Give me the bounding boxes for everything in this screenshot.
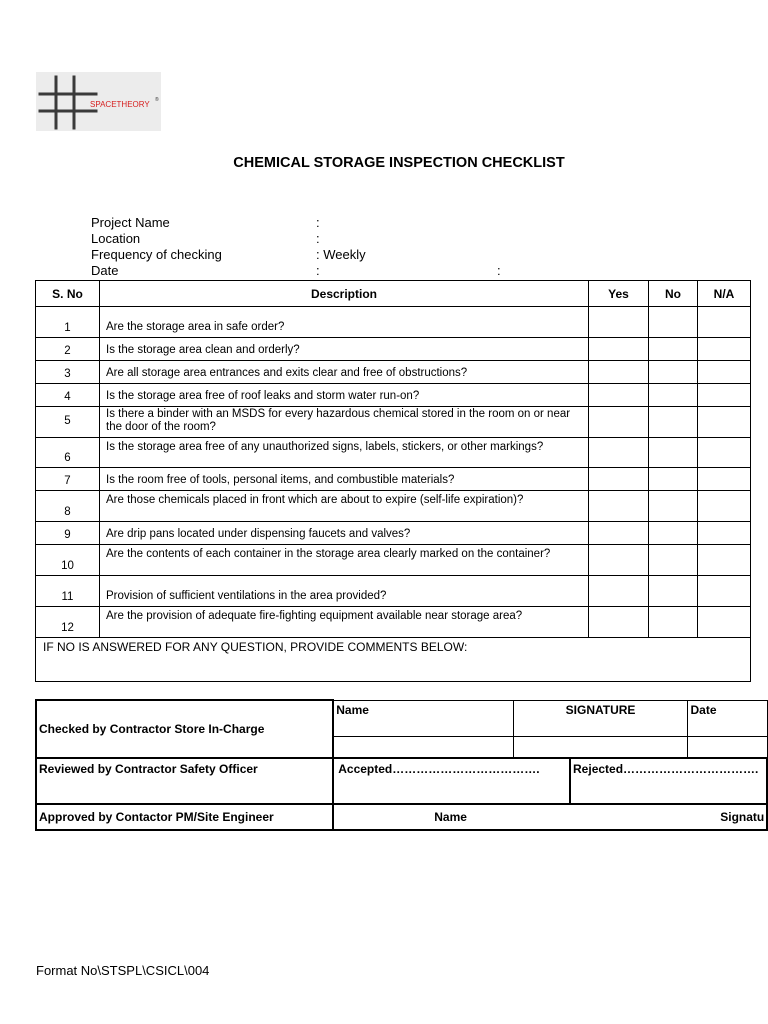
project-name-label: Project Name [91,215,170,230]
signature-header: SIGNATURE [513,700,688,736]
row-description: Are the storage area in safe order? [100,307,589,338]
header-no: No [649,281,698,307]
approval-table [35,699,768,831]
yes-cell[interactable] [589,307,649,338]
project-name-value: : [316,215,320,230]
no-cell[interactable] [649,545,698,576]
na-cell[interactable] [698,384,751,407]
checked-by-label: Checked by Contractor Store In-Charge [36,700,333,758]
yes-cell[interactable] [589,438,649,468]
row-description: Are all storage area entrances and exits clear and free of obstructions? [100,361,589,384]
checked-date-field[interactable] [688,736,767,758]
row-number: 12 [36,607,100,638]
na-cell[interactable] [698,361,751,384]
yes-cell[interactable] [589,576,649,607]
row-description: Provision of sufficient ventilations in the area provided? [100,576,589,607]
row-number: 7 [36,468,100,491]
header-sno: S. No [36,281,100,307]
checklist-table [35,280,751,682]
table-header-row [36,281,751,307]
no-cell[interactable] [649,384,698,407]
row-number: 2 [36,338,100,361]
comments-row [36,638,751,682]
row-description: Is the storage area clean and orderly? [100,338,589,361]
na-cell[interactable] [698,607,751,638]
approved-name-label: Name [434,810,467,824]
approved-by-label: Approved by Contactor PM/Site Engineer [36,804,333,830]
yes-cell[interactable] [589,384,649,407]
no-cell[interactable] [649,407,698,438]
row-number: 10 [36,545,100,576]
row-description: Is the room free of tools, personal items, and combustible materials? [100,468,589,491]
na-cell[interactable] [698,491,751,522]
row-number: 6 [36,438,100,468]
no-cell[interactable] [649,491,698,522]
table-row [36,576,751,607]
yes-cell[interactable] [589,491,649,522]
rejected-field[interactable]: Rejected……………………………. [570,758,767,804]
row-description: Are the provision of adequate fire-fighting equipment available near storage area? [100,607,589,638]
reviewed-by-label: Reviewed by Contractor Safety Officer [36,758,333,804]
date-header: Date [688,700,767,736]
row-number: 4 [36,384,100,407]
no-cell[interactable] [649,307,698,338]
yes-cell[interactable] [589,468,649,491]
no-cell[interactable] [649,361,698,384]
row-number: 11 [36,576,100,607]
no-cell[interactable] [649,522,698,545]
na-cell[interactable] [698,576,751,607]
na-cell[interactable] [698,468,751,491]
row-number: 3 [36,361,100,384]
na-cell[interactable] [698,545,751,576]
yes-cell[interactable] [589,607,649,638]
table-row [36,468,751,491]
reviewed-by-row [36,758,767,804]
row-number: 8 [36,491,100,522]
table-row [36,522,751,545]
header-description: Description [100,281,589,307]
checked-by-row [36,700,767,736]
header-yes: Yes [589,281,649,307]
approved-by-row [36,804,767,830]
na-cell[interactable] [698,407,751,438]
row-description: Are the contents of each container in the storage area clearly marked on the container? [100,545,589,576]
na-cell[interactable] [698,307,751,338]
date-value-2: : [497,263,501,278]
logo-registered-mark: ® [155,97,159,103]
no-cell[interactable] [649,576,698,607]
table-row [36,545,751,576]
row-number: 1 [36,307,100,338]
accepted-field[interactable]: Accepted………………………………. [333,758,570,804]
format-number: Format No\STSPL\CSICL\004 [36,963,210,978]
location-value: : [316,231,320,246]
yes-cell[interactable] [589,407,649,438]
table-row [36,307,751,338]
company-logo [36,72,161,131]
checked-name-field[interactable] [333,736,513,758]
date-value: : [316,263,320,278]
yes-cell[interactable] [589,338,649,361]
table-row [36,361,751,384]
header-na: N/A [698,281,751,307]
yes-cell[interactable] [589,361,649,384]
table-row [36,607,751,638]
table-row [36,438,751,468]
table-row [36,407,751,438]
row-description: Is there a binder with an MSDS for every hazardous chemical stored in the room on or near the door of the room? [100,407,589,438]
row-description: Are those chemicals placed in front which are about to expire (self-life expiration)? [100,491,589,522]
row-number: 5 [36,407,100,438]
table-row [36,491,751,522]
name-header: Name [333,700,513,736]
location-label: Location [91,231,141,246]
table-row [36,338,751,361]
na-cell[interactable] [698,522,751,545]
row-description: Are drip pans located under dispensing faucets and valves? [100,522,589,545]
no-cell[interactable] [649,338,698,361]
no-cell[interactable] [649,438,698,468]
approved-signature-label: Signatu [720,810,765,824]
date-label: Date [91,263,119,278]
no-cell[interactable] [649,607,698,638]
yes-cell[interactable] [589,522,649,545]
checked-signature-field[interactable] [513,736,688,758]
row-description: Is the storage area free of any unauthorized signs, labels, stickers, or other markings? [100,438,589,468]
page-title: CHEMICAL STORAGE INSPECTION CHECKLIST [233,155,565,171]
row-number: 9 [36,522,100,545]
frequency-label: Frequency of checking [91,247,222,262]
yes-cell[interactable] [589,545,649,576]
approved-by-fields [333,804,767,830]
row-description: Is the storage area free of roof leaks and storm water run-on? [100,384,589,407]
na-cell[interactable] [698,338,751,361]
frequency-value: : Weekly [316,247,366,262]
na-cell[interactable] [698,438,751,468]
no-cell[interactable] [649,468,698,491]
logo-text: SPACETHEORY [90,100,150,109]
table-row [36,384,751,407]
comments-instruction[interactable]: IF NO IS ANSWERED FOR ANY QUESTION, PROVIDE COMMENTS BELOW: [36,638,751,682]
